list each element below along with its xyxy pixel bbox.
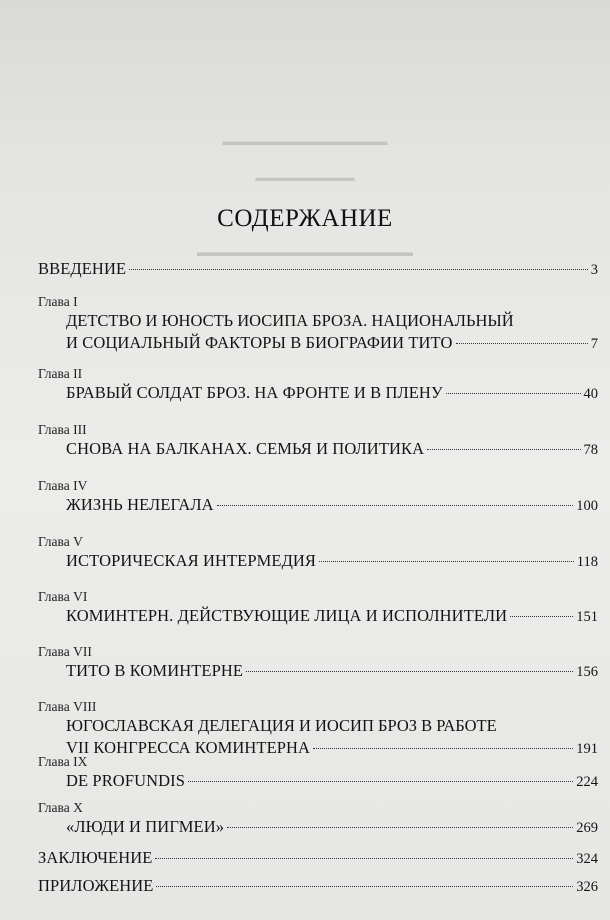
page-number: 269	[576, 820, 598, 836]
toc-entry-chapter-1[interactable]	[38, 294, 598, 355]
toc-entry-chapter-3[interactable]	[38, 422, 598, 461]
dot-leader	[446, 393, 581, 394]
dot-leader	[227, 827, 573, 828]
entry-title: ВВЕДЕНИЕ	[38, 259, 127, 278]
dot-leader	[246, 671, 573, 672]
toc-line	[38, 875, 598, 898]
toc-entry-chapter-6[interactable]	[38, 589, 598, 628]
toc-line	[38, 816, 598, 839]
entry-title: VII КОНГРЕССА КОМИНТЕРНА	[66, 738, 311, 757]
page-number: 191	[576, 741, 598, 757]
entry-title: КОМИНТЕРН. ДЕЙСТВУЮЩИЕ ЛИЦА И ИСПОЛНИТЕЛИ	[66, 606, 508, 625]
toc-line	[38, 770, 598, 793]
toc-line	[38, 550, 598, 573]
show-through-text: ▬▬▬▬▬▬▬▬▬▬▬▬▬▬▬▬▬▬	[197, 245, 413, 259]
toc-entry-appendix[interactable]	[38, 875, 598, 898]
chapter-label: Глава VIII	[38, 699, 97, 714]
chapter-label: Глава VI	[38, 589, 88, 604]
toc-line	[38, 605, 598, 628]
entry-title: ЖИЗНЬ НЕЛЕГАЛА	[66, 495, 214, 514]
dot-leader	[188, 781, 573, 782]
toc-line	[38, 494, 598, 517]
toc-title: СОДЕРЖАНИЕ	[217, 205, 393, 232]
dot-leader	[129, 269, 588, 270]
chapter-label: Глава IV	[38, 478, 88, 493]
page-number: 3	[590, 262, 598, 278]
entry-title: И СОЦИАЛЬНЫЙ ФАКТОРЫ В БИОГРАФИИ ТИТО	[66, 333, 453, 352]
toc-line	[38, 382, 598, 405]
toc-entry-chapter-2[interactable]	[38, 366, 598, 405]
chapter-label: Глава II	[38, 366, 83, 381]
entry-title: «ЛЮДИ И ПИГМЕИ»	[66, 817, 225, 836]
page-number: 324	[576, 851, 598, 867]
entry-title: СНОВА НА БАЛКАНАХ. СЕМЬЯ И ПОЛИТИКА	[66, 439, 425, 458]
toc-entry-chapter-4[interactable]	[38, 478, 598, 517]
chapter-label: Глава I	[38, 294, 78, 309]
toc-entry-chapter-10[interactable]	[38, 800, 598, 839]
entry-title: DE PROFUNDIS	[66, 771, 186, 790]
page-number: 78	[583, 442, 598, 458]
toc-entry-chapter-8[interactable]	[38, 699, 598, 760]
dot-leader	[155, 858, 573, 859]
dot-leader	[319, 561, 574, 562]
toc-line	[38, 332, 598, 355]
entry-title-line: ЮГОСЛАВСКАЯ ДЕЛЕГАЦИЯ И ИОСИП БРОЗ В РАБОТЕ	[66, 716, 497, 735]
dot-leader	[427, 449, 580, 450]
page-number: 151	[576, 609, 598, 625]
page-number: 326	[576, 879, 598, 895]
dot-leader	[456, 343, 588, 344]
show-through-text: ▬▬▬▬▬▬▬▬▬	[255, 172, 355, 184]
toc-entry-conclusion[interactable]	[38, 847, 598, 870]
entry-title-line: ДЕТСТВО И ЮНОСТЬ ИОСИПА БРОЗА. НАЦИОНАЛЬНЫЙ	[66, 311, 514, 330]
dot-leader	[156, 886, 573, 887]
toc-line	[38, 258, 598, 281]
entry-title: БРАВЫЙ СОЛДАТ БРОЗ. НА ФРОНТЕ И В ПЛЕНУ	[66, 383, 443, 402]
chapter-label: Глава X	[38, 800, 83, 815]
show-through-text: ▬▬▬▬▬▬▬▬▬▬▬▬▬▬▬	[222, 136, 388, 148]
page-number: 40	[583, 386, 598, 402]
chapter-label: Глава III	[38, 422, 87, 437]
page-number: 100	[576, 498, 598, 514]
chapter-label: Глава V	[38, 534, 83, 549]
toc-line	[38, 847, 598, 870]
page-number: 118	[576, 554, 598, 570]
toc-line	[38, 438, 598, 461]
entry-title: ПРИЛОЖЕНИЕ	[38, 876, 154, 895]
dot-leader	[313, 748, 573, 749]
chapter-label: Глава VII	[38, 644, 92, 659]
entry-title: ТИТО В КОМИНТЕРНЕ	[66, 661, 244, 680]
page-number: 7	[590, 336, 598, 352]
page-number: 224	[576, 774, 598, 790]
toc-line	[38, 660, 598, 683]
page-number: 156	[576, 664, 598, 680]
entry-title: ЗАКЛЮЧЕНИЕ	[38, 848, 153, 867]
toc-entry-chapter-9[interactable]	[38, 754, 598, 793]
toc-entry-chapter-5[interactable]	[38, 534, 598, 573]
chapter-label: Глава IX	[38, 754, 88, 769]
toc-entry-chapter-7[interactable]	[38, 644, 598, 683]
entry-title: ИСТОРИЧЕСКАЯ ИНТЕРМЕДИЯ	[66, 551, 317, 570]
toc-entry-introduction[interactable]	[38, 258, 598, 281]
dot-leader	[510, 616, 573, 617]
dot-leader	[217, 505, 574, 506]
